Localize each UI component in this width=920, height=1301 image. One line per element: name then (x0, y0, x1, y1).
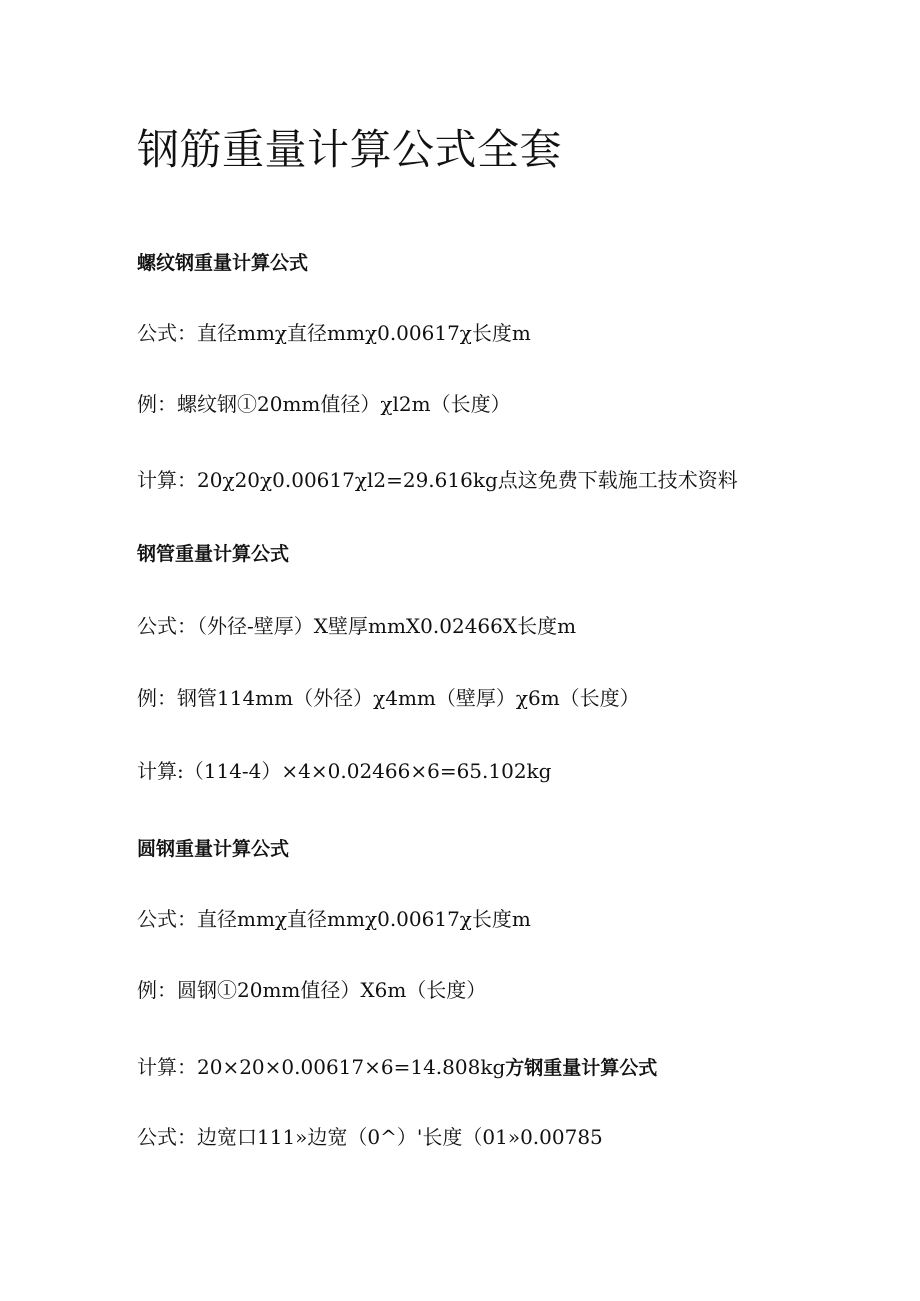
steel-pipe-weight-heading: 钢管重量计算公式 (137, 543, 290, 565)
round-steel-example: 例：圆钢①20mm值径）X6m（长度） (137, 978, 487, 1002)
steel-pipe-formula: 公式：（外径-壁厚）X壁厚mmX0.02466X长度m (137, 614, 577, 638)
steel-pipe-example: 例：钢管114mm（外径）χ4mm（壁厚）χ6m（长度） (137, 686, 640, 710)
steel-pipe-calculation: 计算:（114-4）×4×0.02466×6=65.102kg (137, 759, 552, 783)
square-steel-formula: 公式：边宽口111»边宽（0^）'长度（01»0.00785 (137, 1125, 603, 1149)
round-steel-calculation-line (137, 1053, 657, 1082)
rebar-calculation: 计算：20χ20χ0.00617χl2=29.616kg点这免费下载施工技术资料 (137, 468, 738, 492)
square-steel-weight-heading: 方钢重量计算公式 (505, 1057, 658, 1079)
round-steel-formula: 公式：直径mmχ直径mmχ0.00617χ长度m (137, 907, 531, 931)
round-steel-calculation: 计算：20×20×0.00617×6=14.808kg (137, 1055, 506, 1079)
page-title: 钢筋重量计算公式全套 (137, 125, 563, 174)
rebar-weight-heading: 螺纹钢重量计算公式 (137, 252, 309, 274)
rebar-example: 例：螺纹钢①20mm值径）χl2m（长度） (137, 392, 511, 416)
round-steel-weight-heading: 圆钢重量计算公式 (137, 838, 290, 860)
rebar-formula: 公式：直径mmχ直径mmχ0.00617χ长度m (137, 321, 531, 345)
